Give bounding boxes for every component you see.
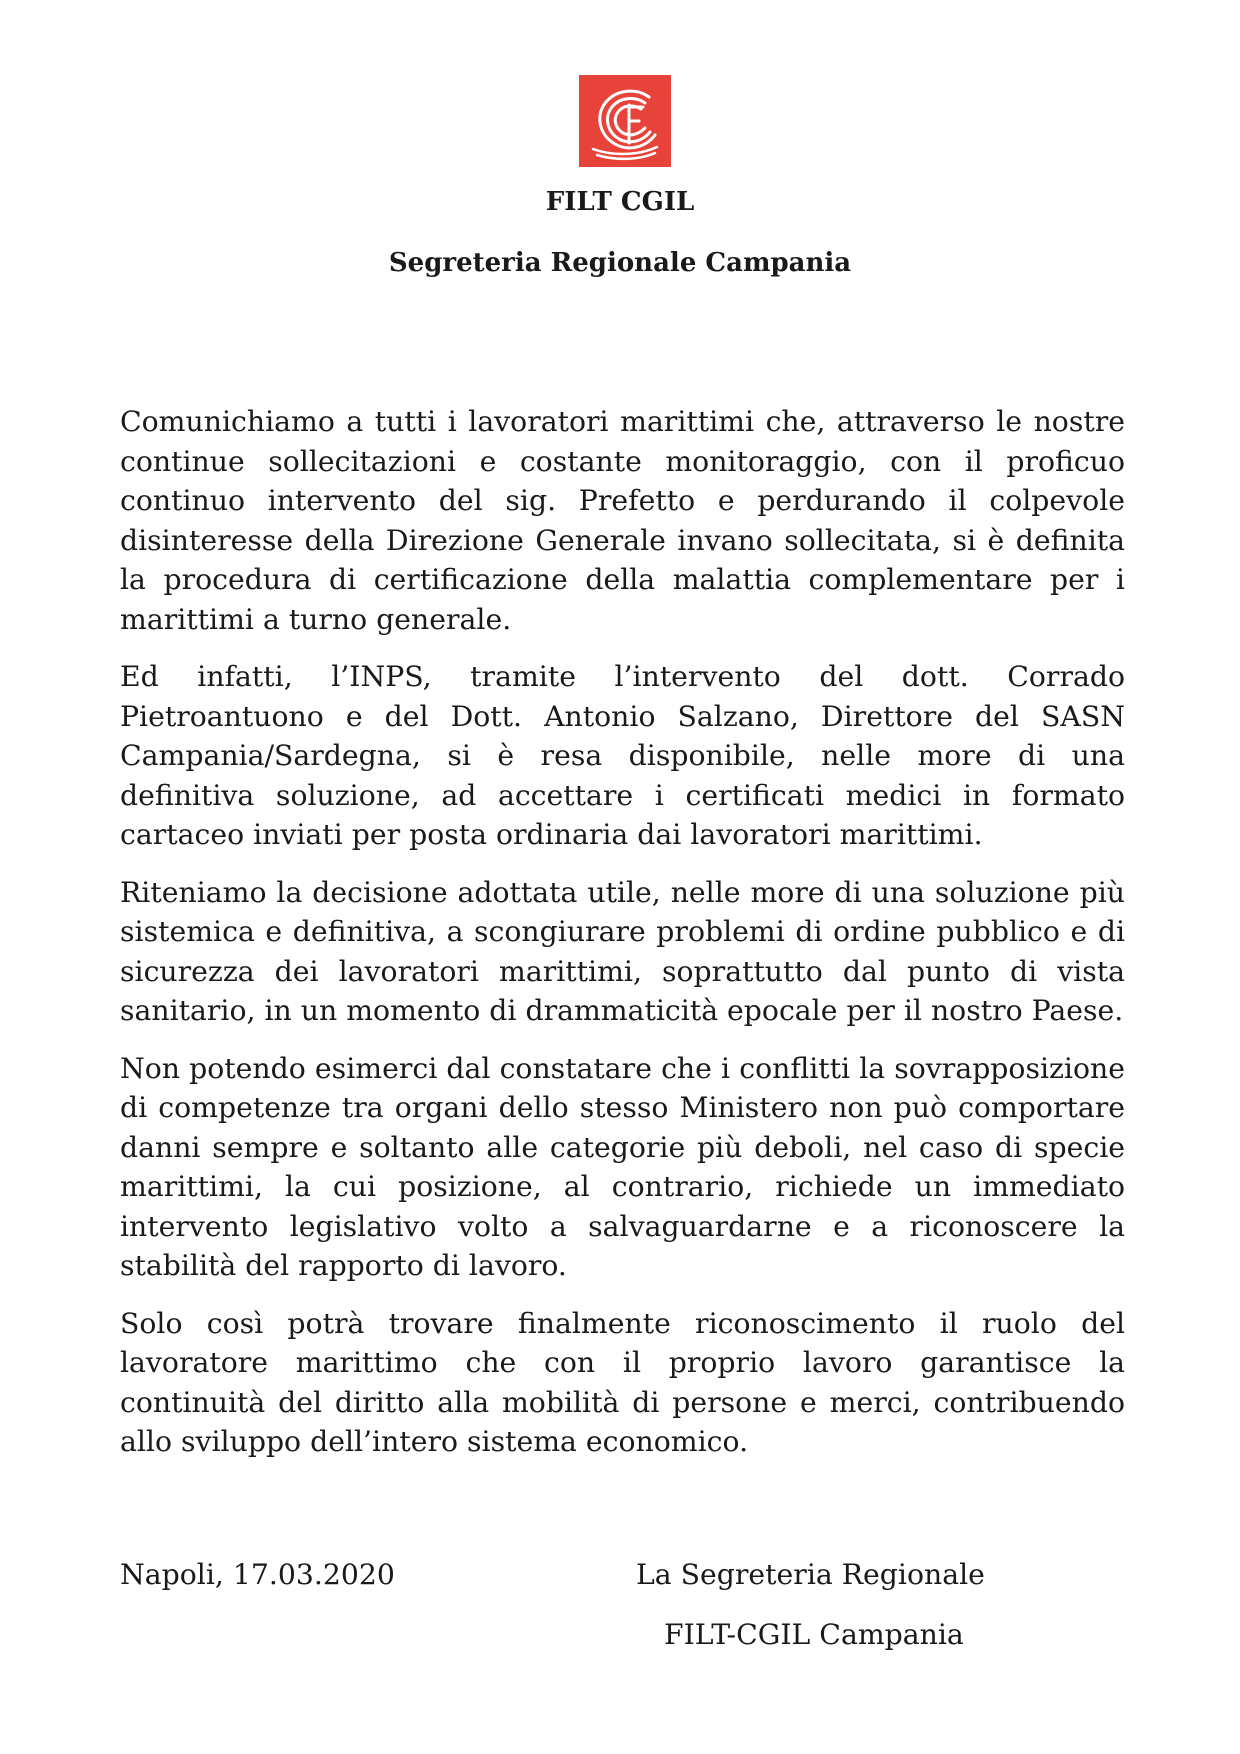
paragraph-4: Non potendo esimerci dal constatare che i conflitti la sovrapposizione di competenze tra organi dello stesso Ministero non può comportare danni sempre e soltanto alle categorie più deboli, nel caso di specie marittimi, la cui posizione, al contrario, richiede un immediato intervento legislativo volto a salvaguardarne e a riconoscere la stabilità del rapporto di lavoro. — [120, 1051, 1125, 1282]
paragraph-1: Comunichiamo a tutti i lavoratori marittimi che, attraverso le nostre continue sollecitazioni e costante monitoraggio, con il proficuo continuo intervento del sig. Prefetto e perdurando il colpevole disinteresse della Direzione Generale invano sollecitata, si è definita la procedura di certificazione della malattia complementare per i marittimi a turno generale. — [120, 405, 1125, 636]
place-date: Napoli, 17.03.2020 — [120, 1558, 395, 1591]
organization-name: FILT CGIL — [545, 187, 695, 217]
paragraph-5: Solo così potrà trovare finalmente riconoscimento il ruolo del lavoratore marittimo che con il proprio lavoro garantisce la continuità del diritto alla mobilità di persone e merci, contribuendo allo sviluppo dell’intero sistema economico. — [120, 1306, 1125, 1458]
organization-subtitle: Segreteria Regionale Campania — [388, 248, 852, 278]
signature-line-2: FILT-CGIL Campania — [664, 1618, 964, 1651]
paragraph-2: Ed infatti, l’INPS, tramite l’intervento del dott. Corrado Pietroantuono e del Dott. Antonio Salzano, Direttore del SASN Campania/Sardegna, si è resa disponibile, nelle more di una definitiva soluzione, ad accettare i certificati medici in formato cartaceo inviati per posta ordinaria dai lavoratori marittimi. — [120, 660, 1125, 851]
paragraph-3: Riteniamo la decisione adottata utile, nelle more di una soluzione più sistemica e definitiva, a scongiurare problemi di ordine pubblico e di sicurezza dei lavoratori marittimi, soprattutto dal punto di vista sanitario, in un momento di drammaticità epocale per il nostro Paese. — [120, 875, 1125, 1027]
letter-body — [120, 402, 1125, 1480]
filt-cgil-logo-icon — [579, 75, 671, 167]
signature-line-1: La Segreteria Regionale — [636, 1558, 985, 1591]
